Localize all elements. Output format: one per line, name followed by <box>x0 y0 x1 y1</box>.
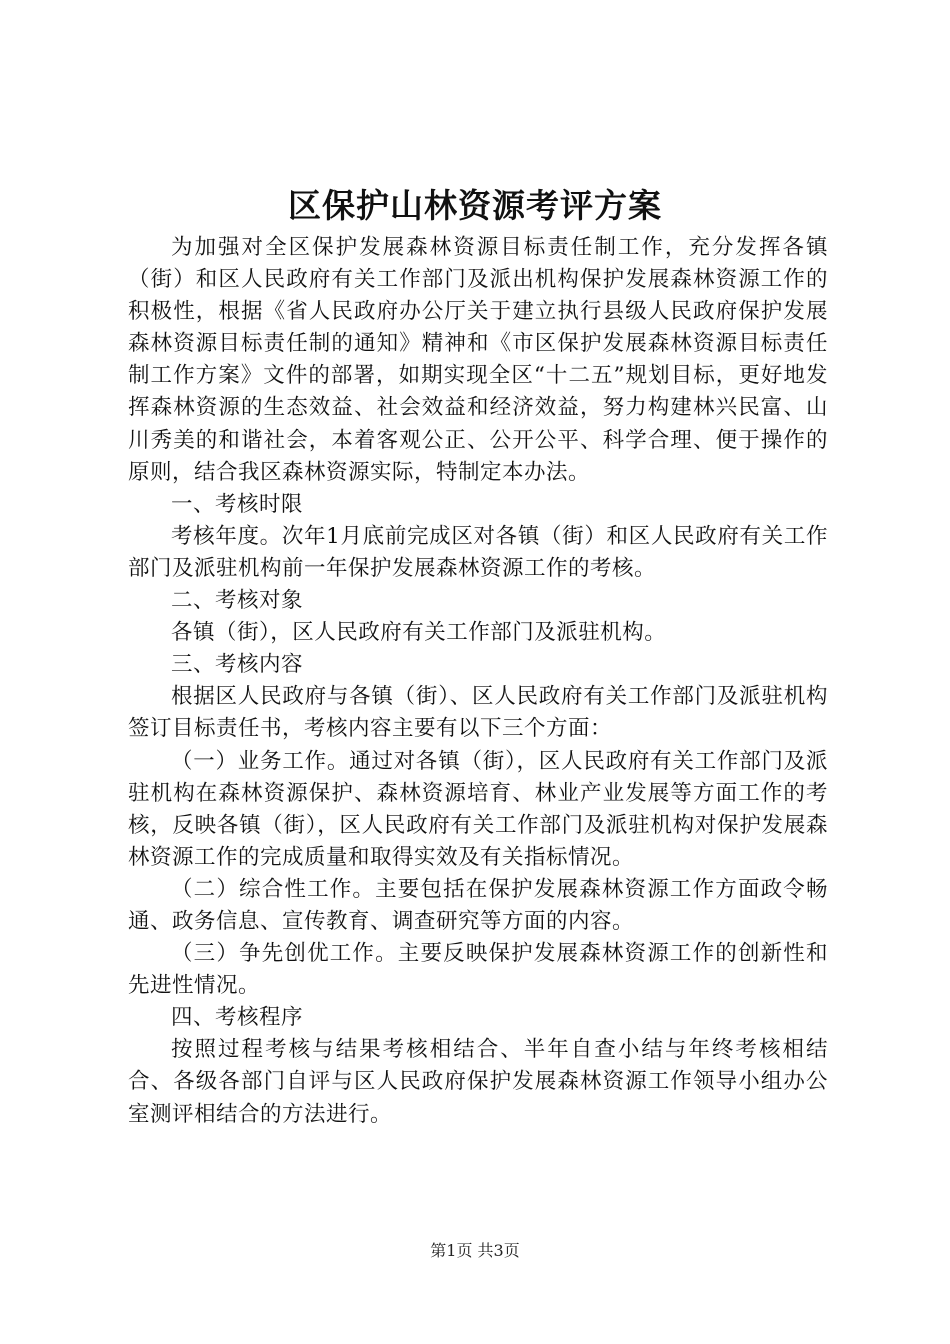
section-heading-4: 四、考核程序 <box>171 1005 304 1031</box>
section-3-item-3: （三）争先创优工作。主要反映保护发展森林资源工作的创新性和先进性情况。 <box>128 941 828 999</box>
section-3-item-2: （二）综合性工作。主要包括在保护发展森林资源工作方面政令畅通、政务信息、宣传教育、调查研究等方面的内容。 <box>128 876 828 934</box>
section-4-paragraph: 按照过程考核与结果考核相结合、半年自查小结与年终考核相结合、各级各部门自评与区人民政府保护发展森林资源工作领导小组办公室测评相结合的方法进行。 <box>128 1037 828 1127</box>
section-3-paragraph: 根据区人民政府与各镇（街）、区人民政府有关工作部门及派驻机构签订目标责任书，考核内容主要有以下三个方面： <box>128 684 828 742</box>
section-1-paragraph: 考核年度。次年1月底前完成区对各镇（街）和区人民政府有关工作部门及派驻机构前一年保护发展森林资源工作的考核。 <box>128 523 828 581</box>
document-title: 区保护山林资源考评方案 <box>288 186 662 225</box>
section-2-paragraph: 各镇（街），区人民政府有关工作部门及派驻机构。 <box>171 620 667 646</box>
section-3-item-1: （一）业务工作。通过对各镇（街），区人民政府有关工作部门及派驻机构在森林资源保护、森林资源培育、林业产业发展等方面工作的考核，反映各镇（街），区人民政府有关工作部门及派驻机构对保护发展森林资源工作的完成质量和取得实效及有关指标情况。 <box>128 748 828 870</box>
section-heading-3: 三、考核内容 <box>171 652 304 678</box>
intro-paragraph: 为加强对全区保护发展森林资源目标责任制工作，充分发挥各镇（街）和区人民政府有关工作部门及派出机构保护发展森林资源工作的积极性，根据《省人民政府办公厅关于建立执行县级人民政府保护发展森林资源目标责任制的通知》精神和《市区保护发展森林资源目标责任制工作方案》文件的部署，如期实现全区“十二五”规划目标，更好地发挥森林资源的生态效益、社会效益和经济效益，努力构建林兴民富、山川秀美的和谐社会，本着客观公正、公开公平、科学合理、便于操作的原则，结合我区森林资源实际，特制定本办法。 <box>128 235 828 485</box>
page-indicator: 第1页 共3页 <box>430 1241 520 1260</box>
document-body <box>128 232 828 1131</box>
section-heading-1: 一、考核时限 <box>171 491 304 517</box>
section-heading-2: 二、考核对象 <box>171 588 304 614</box>
